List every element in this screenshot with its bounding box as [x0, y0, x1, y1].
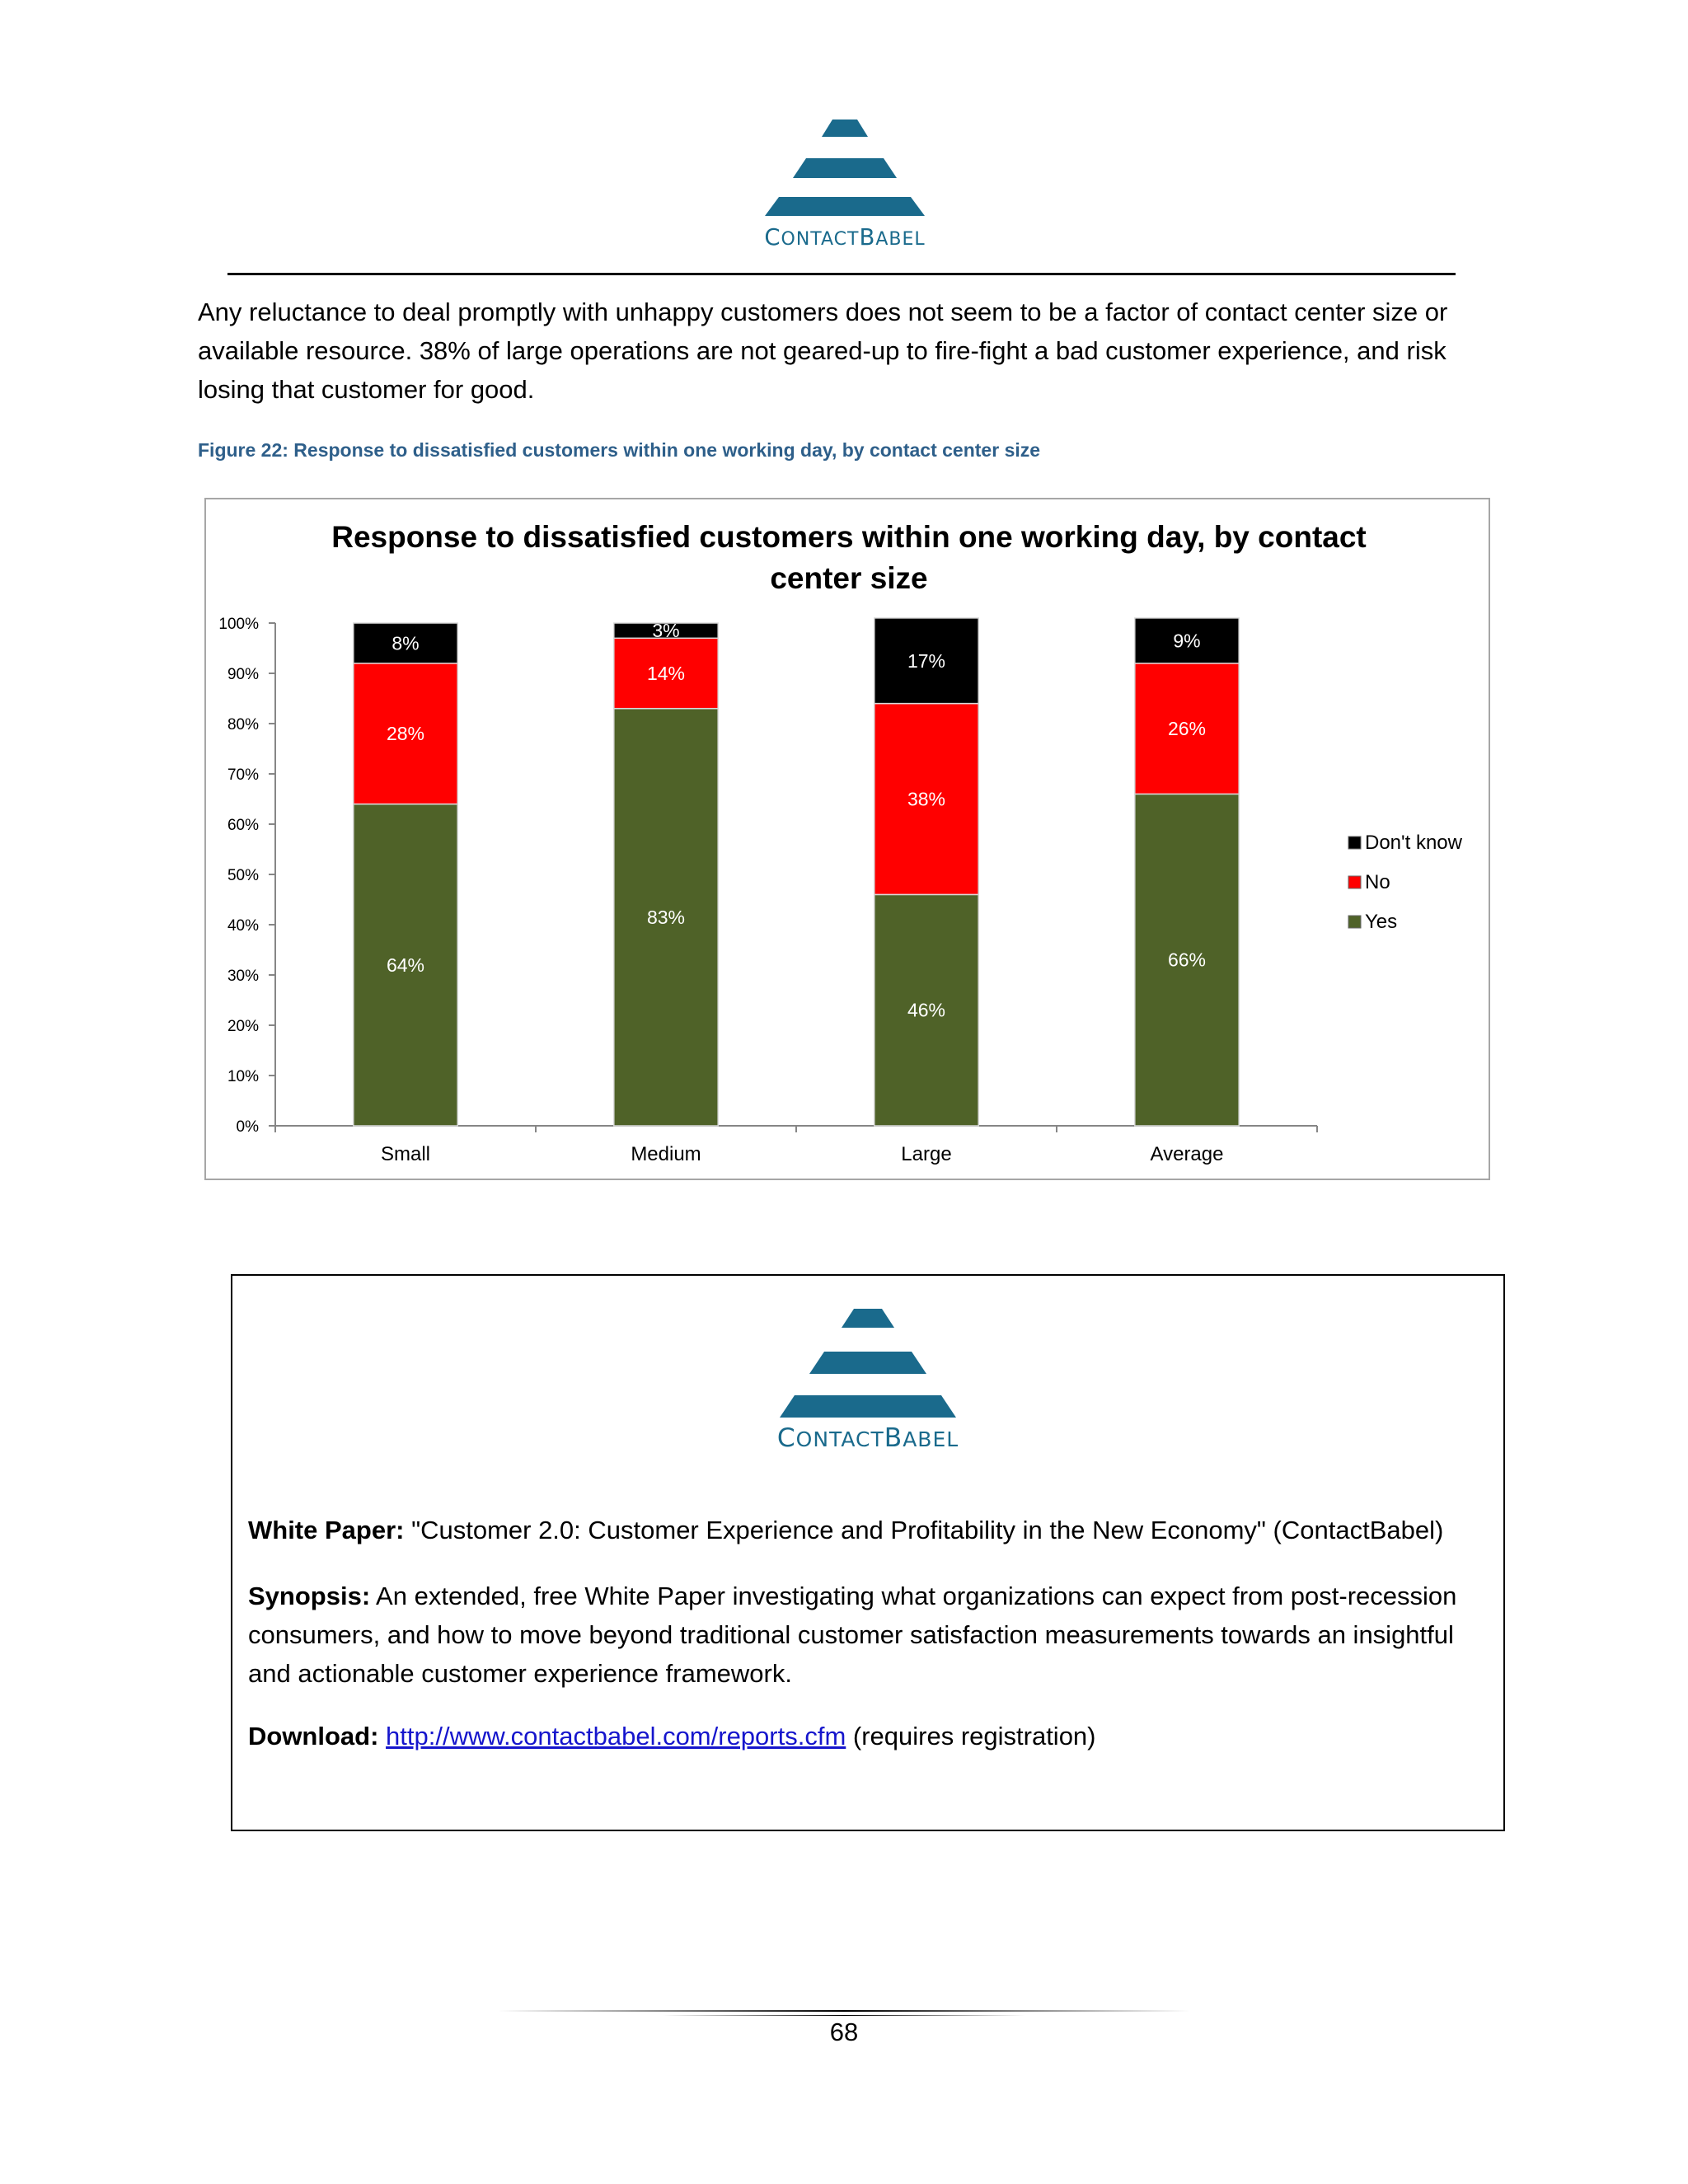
y-tick-label: 20%	[227, 1018, 259, 1035]
chart-title-line2: center size	[770, 561, 928, 595]
header-logo	[742, 115, 948, 255]
data-label: 46%	[907, 999, 946, 1021]
legend-swatch	[1348, 916, 1361, 928]
pyramid-logo-icon	[742, 115, 948, 223]
brand-wordmark: CONTACTBABEL	[776, 1423, 959, 1453]
data-label: 66%	[1167, 949, 1207, 971]
data-label: 26%	[1167, 718, 1207, 740]
legend-swatch	[1348, 837, 1361, 849]
y-tick-label: 0%	[236, 1118, 259, 1136]
y-tick-label: 70%	[227, 766, 259, 784]
white-paper-promo	[231, 1274, 1505, 1831]
header-divider	[227, 273, 1456, 275]
y-tick-label: 30%	[227, 968, 259, 985]
y-tick-label: 90%	[227, 666, 259, 683]
data-label: 14%	[646, 663, 686, 684]
data-label: 83%	[646, 906, 686, 928]
promo-logo	[757, 1305, 979, 1457]
legend-swatch	[1348, 876, 1361, 888]
synopsis-line	[248, 1577, 1484, 1693]
x-category-label: Average	[1150, 1143, 1224, 1165]
legend-label: Don't know	[1365, 832, 1462, 854]
x-category-label: Large	[901, 1143, 952, 1165]
x-category-label: Medium	[631, 1143, 701, 1165]
y-tick-label: 10%	[227, 1068, 259, 1085]
data-label: 64%	[386, 954, 425, 976]
download-line	[248, 1717, 1484, 1755]
stacked-bar-chart	[206, 499, 1489, 1179]
chart-container	[204, 498, 1490, 1180]
page-number: 68	[829, 2018, 859, 2046]
intro-paragraph: Any reluctance to deal promptly with unhappy customers does not seem to be a factor of contact center size or available resource. 38% of large operations are not geared-up to fire-fight a bad customer experience, and risk losing that customer for good.	[198, 298, 1448, 404]
data-label: 17%	[907, 649, 946, 672]
download-link[interactable]: http://www.contactbabel.com/reports.cfm	[386, 1722, 846, 1750]
white-paper-title: "Customer 2.0: Customer Experience and Profitability in the New Economy" (ContactBabel)	[404, 1516, 1444, 1544]
download-suffix: (requires registration)	[846, 1722, 1096, 1750]
data-label: 9%	[1173, 630, 1201, 652]
legend-label: No	[1365, 871, 1390, 893]
y-tick-label: 40%	[227, 917, 259, 935]
y-tick-label: 80%	[227, 716, 259, 733]
download-label: Download:	[248, 1722, 379, 1750]
y-tick-label: 60%	[227, 817, 259, 834]
y-tick-label: 100%	[218, 616, 259, 633]
white-paper-line	[248, 1511, 1484, 1549]
synopsis-text: An extended, free White Paper investigating what organizations can expect from post-recession consumers, and how to move beyond traditional customer satisfaction measurements towards an insightful and actionable customer experience framework.	[248, 1582, 1457, 1688]
x-category-label: Small	[380, 1143, 431, 1165]
legend-label: Yes	[1365, 911, 1398, 933]
brand-wordmark: CONTACTBABEL	[764, 224, 926, 251]
white-paper-label: White Paper:	[248, 1516, 405, 1544]
data-label: 28%	[386, 723, 425, 745]
y-tick-label: 50%	[227, 867, 259, 884]
data-label: 38%	[907, 788, 946, 810]
data-label: 3%	[652, 620, 680, 642]
pyramid-logo-icon	[757, 1305, 979, 1420]
figure-caption: Figure 22: Response to dissatisfied customers within one working day, by contact center size	[198, 439, 1041, 461]
synopsis-label: Synopsis:	[248, 1582, 371, 1610]
data-label: 8%	[392, 632, 420, 654]
chart-title-line1: Response to dissatisfied customers within one working day, by contact	[331, 520, 1367, 554]
